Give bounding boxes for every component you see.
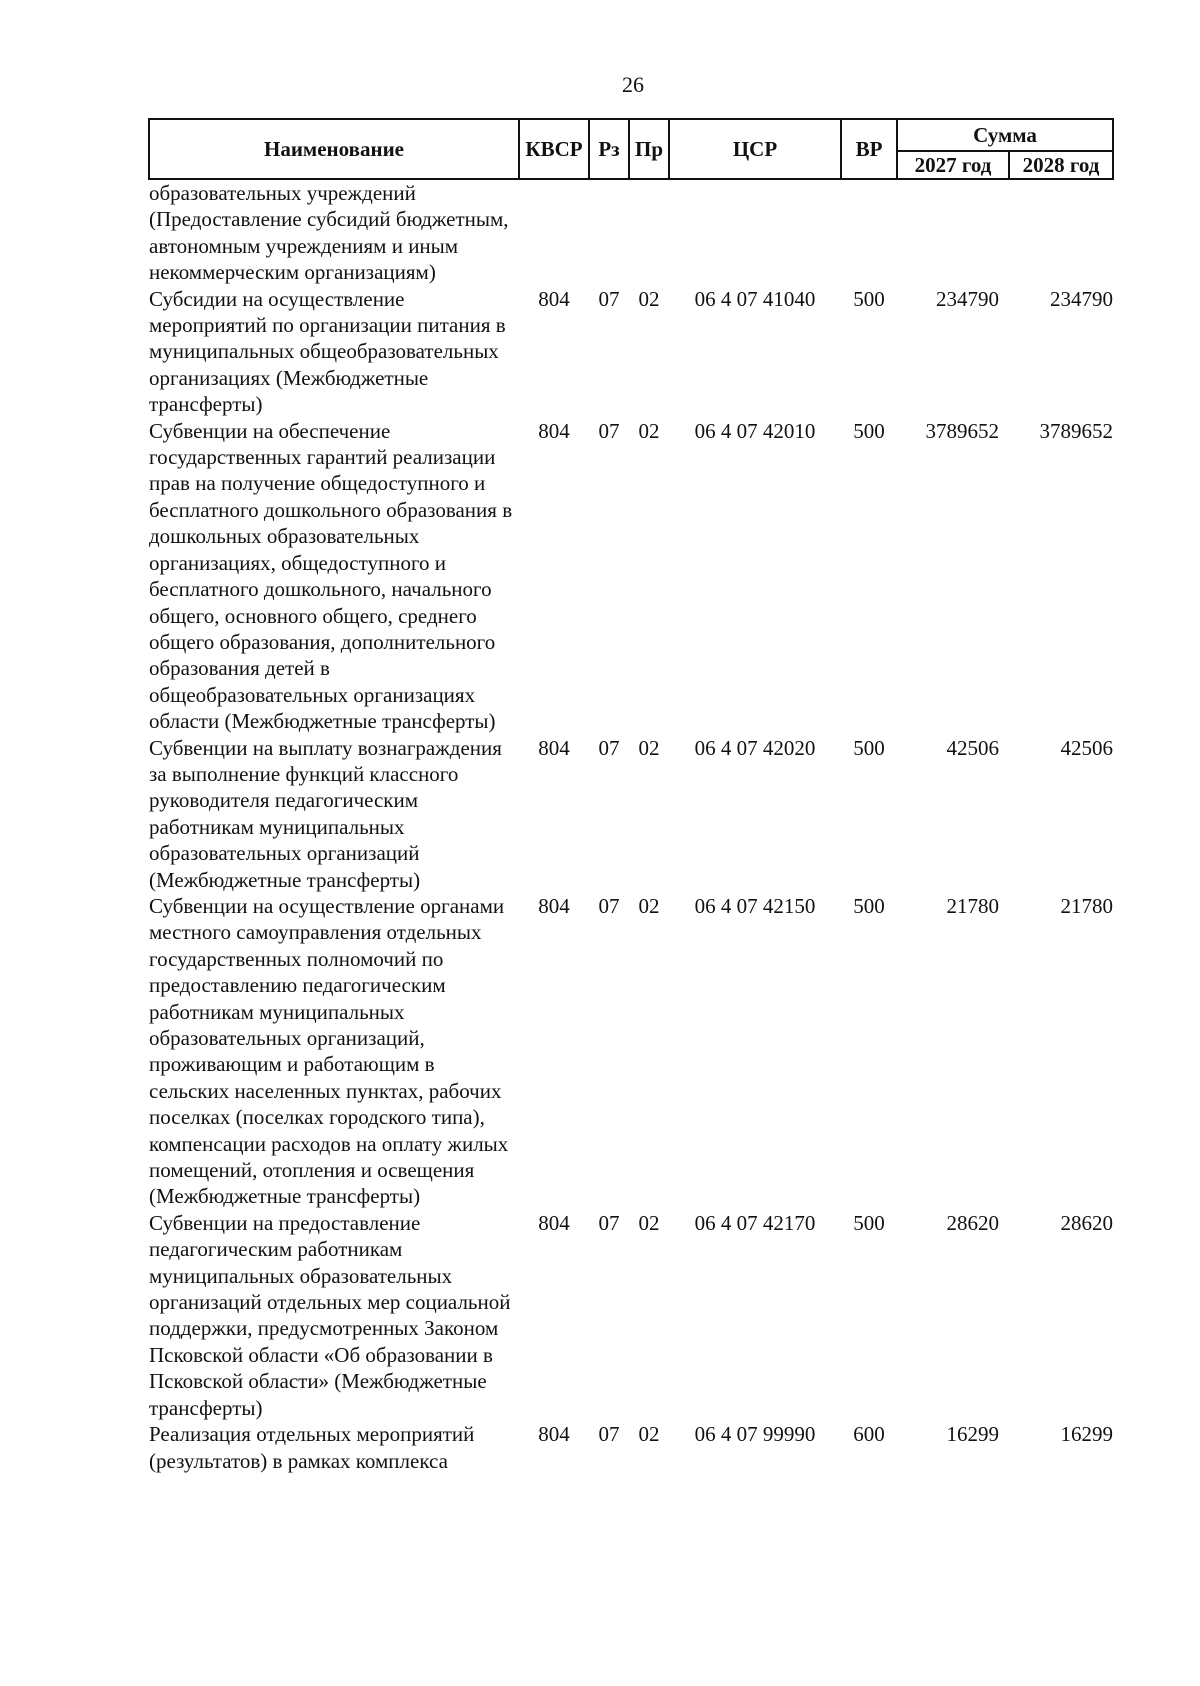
row-kvsr: 804 [538,1422,570,1447]
header-pr: Пр [629,119,669,179]
row-sum-2027: 16299 [946,1422,999,1447]
row-rz: 07 [598,286,620,311]
row-name: Субвенции на предоставление педагогическим работникам муниципальных образовательных организаций отдельных мер социальной поддержки, предусмотренных Законом Псковской области «Об образовании в Псковской области» (Межбюджетные трансферты) [149,1210,511,1420]
row-sum-2028 [1009,179,1113,286]
row-sum-2027: 234790 [936,286,999,311]
row-sum-2028: 28620 [1060,1210,1113,1235]
header-sum: Сумма [897,119,1113,151]
row-sum-2027 [897,179,1009,286]
row-name: Субвенции на осуществление органами местного самоуправления отдельных государственных полномочий по предоставлению педагогическим работникам муниципальных образовательных организаций, проживающим и работающим в сельских населенных пунктах, рабочих поселках (поселках городского типа), компенсации расходов на оплату жилых помещений, отопления и освещения (Межбюджетные трансферты) [149,893,509,1209]
table-header [149,119,1113,179]
table-row [149,286,1113,418]
row-csr: 06 4 07 42010 [694,418,816,443]
row-kvsr: 804 [538,893,570,918]
table-row [149,735,1113,893]
row-sum-2028: 16299 [1060,1422,1113,1447]
row-pr: 02 [638,893,660,918]
row-sum-2027: 42506 [946,735,999,760]
header-rz: Рз [589,119,629,179]
row-name: Субвенции на обеспечение государственных гарантий реализации прав на получение общедоступного и бесплатного дошкольного образования в дошкольных образовательных организациях, общедоступного и бесплатного дошкольного, начального общего, основного общего, среднего общего образования, дополнительного образования детей в общеобразовательных организациях области (Межбюджетные трансферты) [149,418,513,734]
header-csr: ЦСР [669,119,841,179]
row-sum-2027: 3789652 [925,418,999,443]
row-pr [629,179,669,286]
row-kvsr: 804 [538,1210,570,1235]
row-kvsr: 804 [538,418,570,443]
row-sum-2027: 21780 [946,893,999,918]
row-sum-2028: 3789652 [1039,418,1113,443]
page-number: 26 [622,72,644,97]
row-pr: 02 [638,286,660,311]
row-rz: 07 [598,1422,620,1447]
row-name: Субсидии на осуществление мероприятий по организации питания в муниципальных общеобразовательных организациях (Межбюджетные трансферты) [149,286,506,417]
row-vr: 500 [853,1210,885,1235]
row-vr: 500 [853,893,885,918]
header-year-2028: 2028 год [1009,151,1113,179]
row-vr: 500 [853,735,885,760]
row-rz: 07 [598,735,620,760]
row-vr: 500 [853,286,885,311]
row-pr: 02 [638,1210,660,1235]
table-body [149,179,1113,1474]
row-vr: 600 [853,1422,885,1447]
table-row [149,893,1113,1210]
row-csr [669,179,841,286]
row-kvsr: 804 [538,286,570,311]
row-pr: 02 [638,418,660,443]
header-year-2027: 2027 год [897,151,1009,179]
row-vr [841,179,897,286]
row-rz: 07 [598,1210,620,1235]
header-vr: ВР [841,119,897,179]
budget-table [148,118,1114,1474]
row-kvsr [519,179,589,286]
row-csr: 06 4 07 42150 [694,893,816,918]
row-csr: 06 4 07 42170 [694,1210,816,1235]
table-row [149,179,1113,286]
row-sum-2027: 28620 [946,1210,999,1235]
row-csr: 06 4 07 42020 [694,735,816,760]
table-row [149,418,1113,735]
row-name: Субвенции на выплату вознаграждения за выполнение функций классного руководителя педагогическим работникам муниципальных образовательных организаций (Межбюджетные трансферты) [149,735,502,892]
row-rz: 07 [598,418,620,443]
table-row [149,1421,1113,1474]
header-kvsr: КВСР [519,119,589,179]
row-sum-2028: 21780 [1060,893,1113,918]
table-row [149,1210,1113,1421]
row-pr: 02 [638,735,660,760]
row-rz: 07 [598,893,620,918]
row-sum-2028: 234790 [1050,286,1113,311]
row-csr: 06 4 07 41040 [694,286,816,311]
row-vr: 500 [853,418,885,443]
row-sum-2028: 42506 [1060,735,1113,760]
row-kvsr: 804 [538,735,570,760]
row-rz [589,179,629,286]
row-name: образовательных учреждений (Предоставление субсидий бюджетным, автономным учреждениям и иным некоммерческим организациям) [149,181,509,285]
row-csr: 06 4 07 99990 [694,1422,816,1447]
row-name: Реализация отдельных мероприятий (результатов) в рамках комплекса [149,1422,475,1473]
row-pr: 02 [638,1422,660,1447]
header-name: Наименование [149,119,519,179]
